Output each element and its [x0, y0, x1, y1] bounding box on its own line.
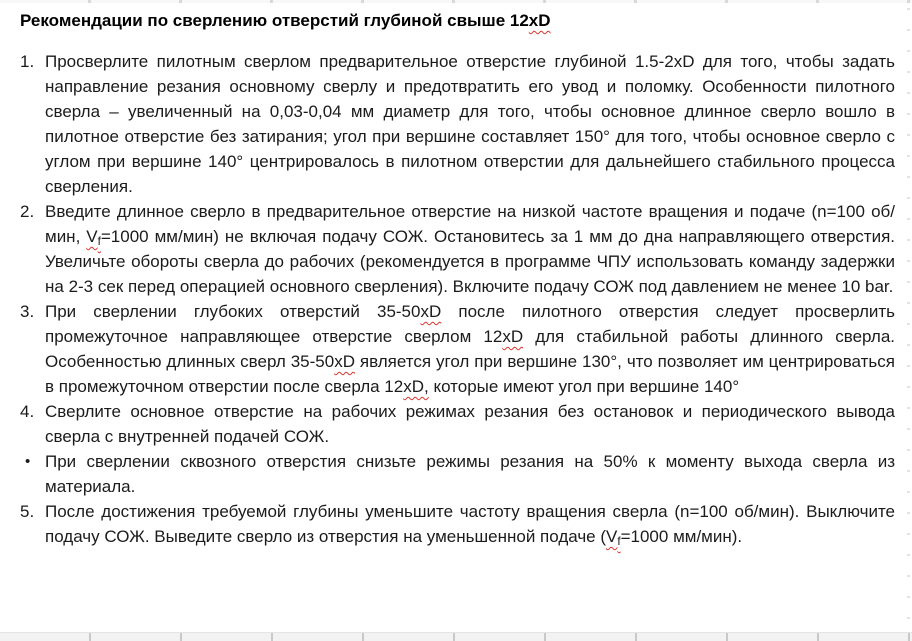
text-segment: после пилотного отверстия следует просверлить промежуточное направляющее отверстие сверлом 12 [45, 302, 896, 346]
item-text [45, 452, 895, 496]
list-item [20, 399, 895, 449]
text-segment: =1000 мм/мин) не включая подачу СОЖ. Остановитесь за 1 мм до дна направляющего отверстия. Увеличьте обороты сверла до рабочих (рекомендуется в программе ЧПУ использовать команду задержки на 2-3 сек перед операцией основного сверления). Включите подачу СОЖ под давлением не менее 10 bar. [45, 227, 895, 296]
text-segment: Сверлите основное отверстие на рабочих режимах резания без остановок и периодического вывода сверла с внутренней подачей СОЖ. [45, 402, 895, 446]
text-segment: является угол при вершине 130°, что позволяет им центрироваться в промежуточном отверстии после сверла 12 [45, 352, 895, 396]
item-marker: • [25, 453, 31, 470]
list-item [20, 49, 895, 199]
document-title [20, 8, 895, 33]
item-marker: 3. [20, 302, 35, 321]
item-text [45, 402, 895, 446]
misspelled-text: xD, [403, 377, 429, 396]
text-segment: При сверлении глубоких отверстий 35-50 [45, 302, 421, 321]
misspelled-text: xD [420, 302, 442, 321]
bottom-ruler-ticks [0, 632, 912, 641]
misspelled-text: f [97, 235, 101, 248]
item-text [45, 502, 895, 546]
top-edge-ticks [0, 0, 912, 3]
item-marker: 2. [20, 202, 35, 221]
text-segment: Просверлите пилотным сверлом предварительное отверстие глубиной 1.5-2xD для того, чтобы задать направление резания основному сверлу и предотвратить его увод и поломку. Особенности пилотного сверла – увеличенный на 0,03-0,04 мм диаметр для того, чтобы основное длинное сверло вошло в пилотное отверстие без затирания; угол при вершине составляет 150° для того, чтобы основное сверло с углом при вершине 140° центрировалось в пилотном отверстии для дальнейшего стабильного процесса сверления. [45, 52, 895, 196]
misspelled-text: xD [502, 327, 524, 346]
misspelled-text: V [606, 527, 618, 546]
item-marker: 1. [20, 52, 35, 71]
list-item [20, 449, 895, 499]
misspelled-text: f [617, 535, 621, 548]
list-item [20, 199, 895, 299]
text-segment: После достижения требуемой глубины уменьшите частоту вращения сверла (n=100 об/мин). Выключите подачу СОЖ. Выведите сверло из отверстия на уменьшенной подаче ( [45, 502, 895, 546]
right-edge-ticks [907, 8, 910, 627]
item-text [45, 302, 895, 396]
item-text [45, 52, 895, 196]
list-item [20, 499, 895, 549]
text-segment: При сверлении сквозного отверстия снизьте режимы резания на 50% к моменту выхода сверла из материала. [45, 452, 895, 496]
text-segment: =1000 мм/мин). [620, 527, 743, 546]
text-segment: Введите длинное сверло в предварительное отверстие на низкой частоте вращения и подаче (n=100 об/мин, [45, 202, 895, 246]
item-marker: 5. [20, 502, 35, 521]
item-marker: 4. [20, 402, 35, 421]
misspelled-text: xD [528, 11, 551, 30]
list-item [20, 299, 895, 399]
text-segment: для стабильной работы длинного сверла. Особенностью длинных сверл 35-50 [45, 327, 895, 371]
document-content [20, 8, 895, 549]
misspelled-text: xD [334, 352, 355, 371]
recommendation-list [20, 49, 895, 549]
item-text [45, 202, 895, 296]
text-segment: Рекомендации по сверлению отверстий глубиной свыше 12 [20, 11, 529, 30]
text-segment: которые имеют угол при вершине 140° [428, 377, 740, 396]
misspelled-text: V [86, 227, 98, 246]
